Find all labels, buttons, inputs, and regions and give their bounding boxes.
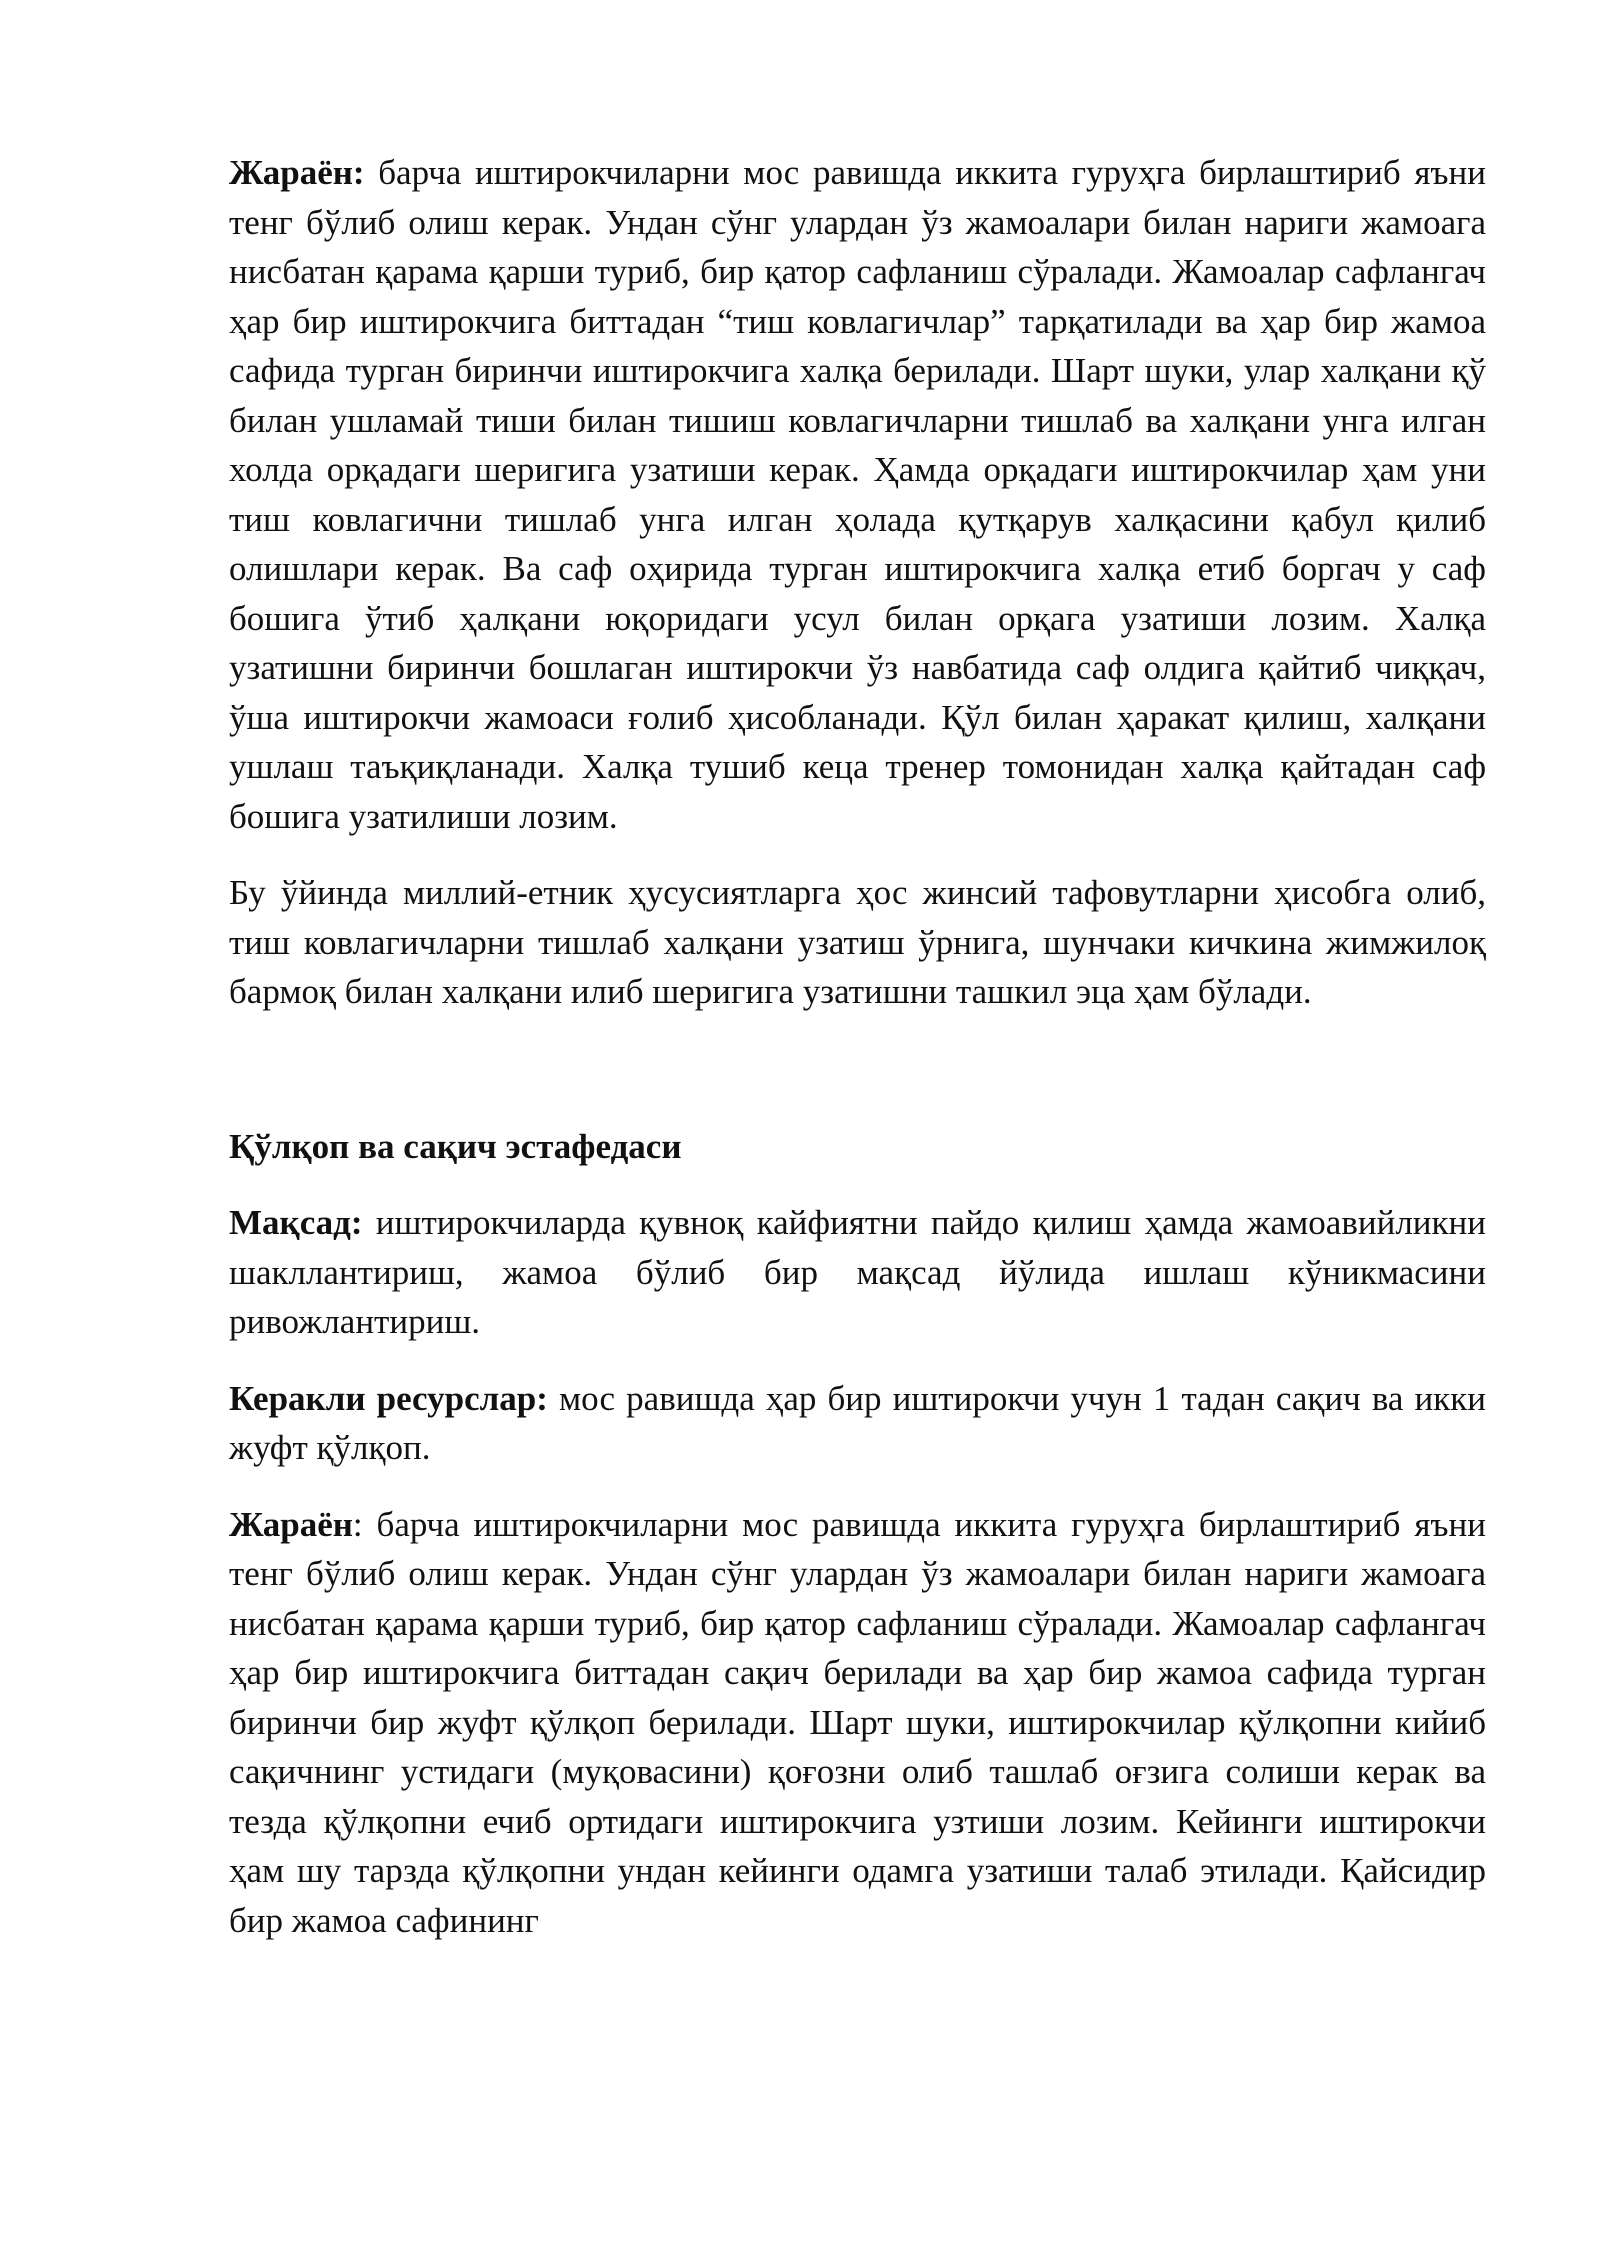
- section-heading: [229, 1122, 1486, 1172]
- paragraph-label: Мақсад:: [229, 1203, 363, 1242]
- paragraph-label: Жараён: [229, 1504, 353, 1544]
- paragraph-process-1: [229, 148, 1486, 841]
- paragraph-text: Бу ўйинда миллий-етник ҳусусиятларга ҳос жинсий тафовутларни ҳисобга олиб, тиш ковлагичларни тишлаб халқани узатиш ўрнига, шунчаки кичкина жимжилоқ бармоқ билан халқани илиб шеригига узатишни ташкил эца ҳам бўлади.: [229, 873, 1486, 1011]
- paragraph-variation: [229, 868, 1486, 1017]
- paragraph-text: иштирокчиларда қувноқ кайфиятни пайдо қилиш ҳамда жамоавийликни шакллантириш, жамоа бўлиб бир мақсад йўлида ишлаш кўникмасини ривожлантириш.: [229, 1203, 1486, 1341]
- paragraph-label: Жараён:: [229, 153, 365, 192]
- paragraph-text: мос равишда ҳар бир иштирокчи учун 1 тадан сақич ва икки жуфт қўлқоп.: [229, 1378, 1486, 1467]
- paragraph-text: барча иштирокчиларни мос равишда иккита гуруҳга бирлаштириб яъни тенг бўлиб олиш керак. Ундан сўнг улардан ўз жамоалари билан нариги жамоага нисбатан қарама қарши туриб, бир қатор сафланиш сўралади. Жамоалар сафлангач ҳар бир иштирокчига биттадан “тиш ковлагичлар” тарқатилади ва ҳар бир жамоа сафида турган биринчи иштирокчига халқа берилади. Шарт шуки, улар халқани қў билан ушламай тиши билан тишиш ковлагичларни тишлаб ва халқани унга илган холда орқадаги шеригига узатиши керак. Ҳамда орқадаги иштирокчилар ҳам уни тиш ковлагични тишлаб унга илган ҳолада қутқарув халқасини қабул қилиб олишлари керак. Ва саф оҳирида турган иштирокчига халқа етиб боргач у саф бошига ўтиб ҳалқани юқоридаги усул билан орқага узатиши лозим. Халқа узатишни биринчи бошлаган иштирокчи ўз навбатида саф олдига қайтиб чиққач, ўша иштирокчи жамоаси ғолиб ҳисобланади. Қўл билан ҳаракат қилиш, халқани ушлаш таъқиқланади. Халқа тушиб кеца тренер томонидан халқа қайтадан саф бошига узатилиши лозим.: [229, 153, 1486, 836]
- paragraph-label: Керакли ресурслар:: [229, 1378, 548, 1418]
- paragraph-process-2: [229, 1500, 1486, 1946]
- heading-text: Қўлқоп ва сақич эстафедаси: [229, 1126, 682, 1166]
- paragraph-resources: [229, 1374, 1486, 1473]
- paragraph-goal: [229, 1198, 1486, 1347]
- document-page: [229, 148, 1486, 1972]
- paragraph-text: : барча иштирокчиларни мос равишда иккита гуруҳга бирлаштириб яъни тенг бўлиб олиш керак. Ундан сўнг улардан ўз жамоалари билан нариги жамоага нисбатан қарама қарши туриб, бир қатор сафланиш сўралади. Жамоалар сафлангач ҳар бир иштирокчига биттадан сақич берилади ва ҳар бир жамоа сафида турган биринчи бир жуфт қўлқоп берилади. Шарт шуки, иштирокчилар қўлқопни кийиб сақичнинг устидаги (муқовасини) қоғозни олиб ташлаб оғзига солиши керак ва тезда қўлқопни ечиб ортидаги иштирокчига узтиши лозим. Кейинги иштирокчи ҳам шу тарзда қўлқопни ундан кейинги одамга узатиши талаб этилади. Қайсидир бир жамоа сафининг: [229, 1504, 1486, 1940]
